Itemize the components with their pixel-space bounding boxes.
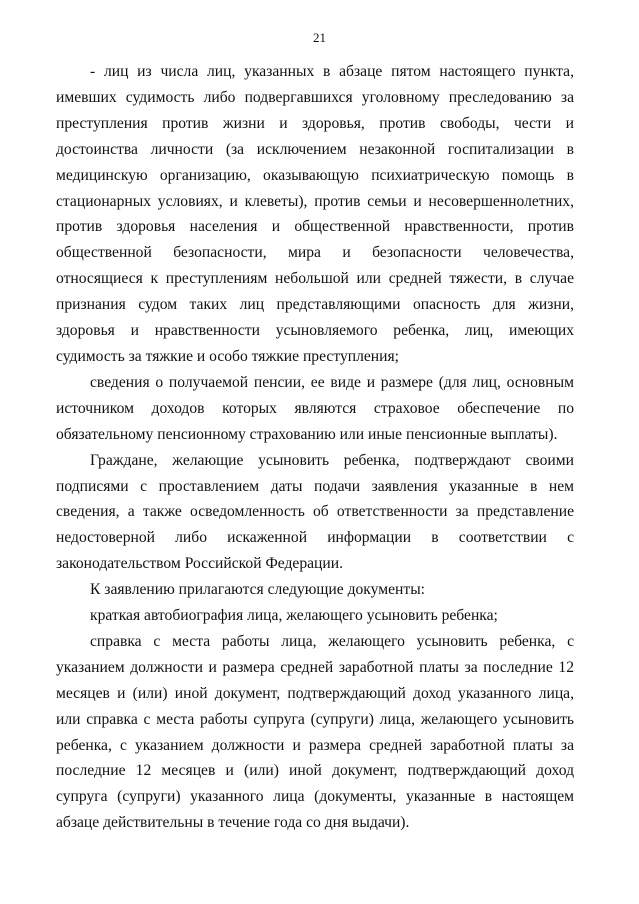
paragraph-convicted-persons: - лиц из числа лиц, указанных в абзаце пятом настоящего пункта, имевших судимость либо подвергавшихся уголовному преследованию за преступления против жизни и здоровья, против свободы, чести и достоинства личности (за исключением незаконной госпитализации в медицинскую организацию, оказывающую психиатрическую помощь в стационарных условиях, и клеветы), против семьи и несовершеннолетних, против здоровья населения и общественной нравственности, против общественной безопасности, мира и безопасности человечества, относящиеся к преступлениям небольшой или средней тяжести, в случае признания судом таких лиц представляющими опасность для жизни, здоровья и нравственности усыновляемого ребенка, лиц, имеющих судимость за тяжкие и особо тяжкие преступления;: [56, 63, 574, 365]
paragraph-attached-documents: К заявлению прилагаются следующие документы:: [90, 581, 426, 599]
paragraph-employment-certificate: справка с места работы лица, желающего усыновить ребенка, с указанием должности и размера средней заработной платы за последние 12 месяцев и (или) иной документ, подтверждающий доход указанного лица, или справка с места работы супруга (супруги) лица, желающего усыновить ребенка, с указанием должности и размера средней заработной платы за последние 12 месяцев и (или) иной документ, подтверждающий доход супруга (супруги) указанного лица (документы, указанные в настоящем абзаце действительны в течение года со дня выдачи).: [56, 632, 574, 832]
paragraph-pension-info: сведения о получаемой пенсии, ее виде и размере (для лиц, основным источником доходов которых являются страховое обеспечение по обязательному пенсионному страхованию или иные пенсионные выплаты).: [56, 373, 574, 443]
paragraph-autobiography: краткая автобиография лица, желающего усыновить ребенка;: [90, 607, 498, 625]
document-body: [56, 59, 574, 836]
paragraph-citizens-confirm: Граждане, желающие усыновить ребенка, подтверждают своими подписями с проставлением даты подачи заявления указанные в нем сведения, а также осведомленность об ответственности за представление недостоверной либо искаженной информации в соответствии с законодательством Российской Федерации.: [56, 451, 574, 573]
page-number: 21: [313, 30, 326, 45]
